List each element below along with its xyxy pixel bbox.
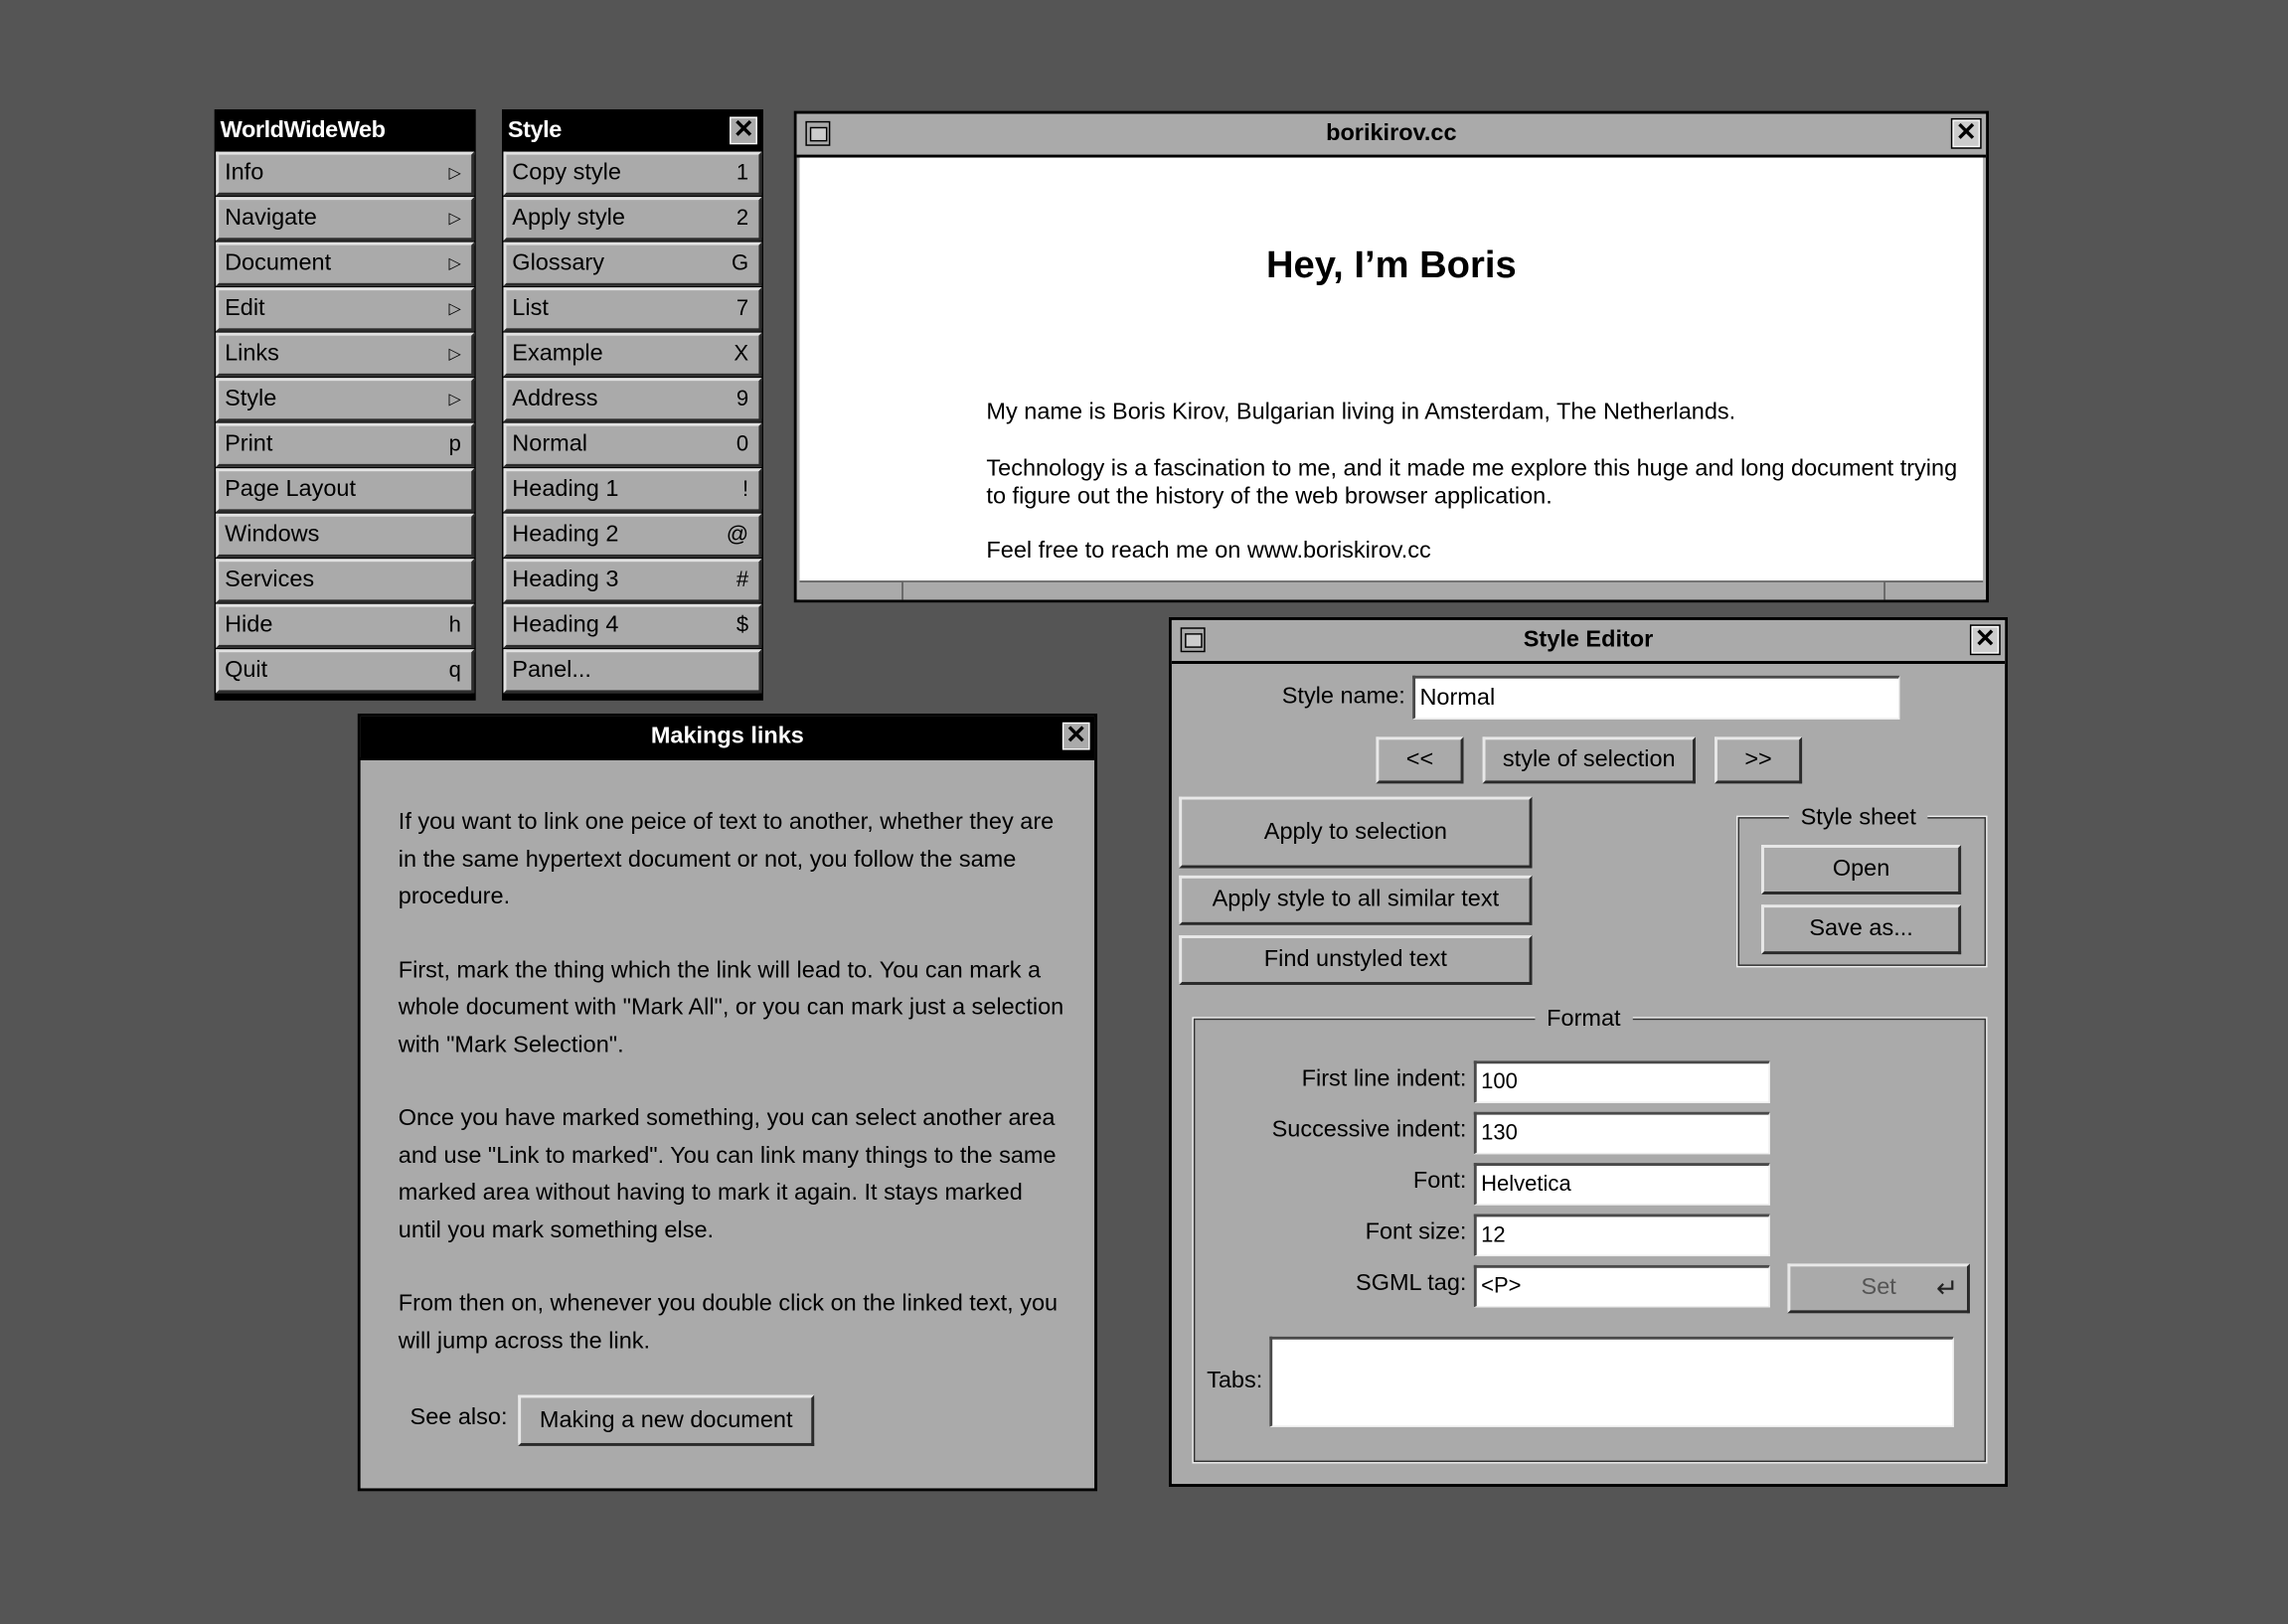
shortcut-key: 2 xyxy=(735,206,749,231)
menu-item-label: Copy style xyxy=(512,160,621,186)
sgml-tag-field[interactable]: <P> xyxy=(1474,1265,1770,1308)
menu-item-label: Heading 1 xyxy=(512,477,619,503)
shortcut-key: q xyxy=(448,658,461,684)
successive-indent-label: Successive indent: xyxy=(1271,1117,1467,1143)
menu-item-label: Page Layout xyxy=(225,477,357,503)
shortcut-key: ! xyxy=(742,477,749,503)
main-menu-item-windows[interactable] xyxy=(216,514,474,558)
style-of-selection-button[interactable]: style of selection xyxy=(1483,736,1696,783)
open-stylesheet-button[interactable]: Open xyxy=(1761,845,1961,894)
see-also-label: See also: xyxy=(409,1404,508,1430)
help-paragraph: If you want to link one peice of text to another, whether they are in the same hypertext document or not, you follow the same procedure. xyxy=(398,809,1055,909)
menu-item-label: Edit xyxy=(225,296,265,321)
menu-item-label: Services xyxy=(225,568,315,593)
format-title: Format xyxy=(1535,1007,1632,1033)
style-menu-item-apply-style[interactable] xyxy=(503,197,761,241)
style-editor-title: Style Editor xyxy=(1523,627,1654,653)
shortcut-key: h xyxy=(448,612,461,638)
submenu-arrow-icon: ▷ xyxy=(448,345,461,364)
menu-item-label: Heading 2 xyxy=(512,522,619,548)
font-size-label: Font size: xyxy=(1365,1219,1467,1245)
style-editor-titlebar xyxy=(1172,620,2005,664)
main-menu-item-style[interactable] xyxy=(216,378,474,421)
menu-item-label: Navigate xyxy=(225,206,317,231)
font-size-field[interactable]: 12 xyxy=(1474,1214,1770,1256)
first-line-indent-label: First line indent: xyxy=(1301,1066,1467,1092)
close-icon[interactable]: ✕ xyxy=(1062,723,1090,750)
menu-item-label: Info xyxy=(225,160,264,186)
find-unstyled-text-button[interactable]: Find unstyled text xyxy=(1179,935,1532,985)
help-body xyxy=(399,804,1063,1360)
close-icon[interactable]: ✕ xyxy=(1971,626,1999,654)
shortcut-key: 0 xyxy=(735,431,749,457)
browser-title: borikirov.cc xyxy=(1326,120,1457,146)
style-name-label: Style name: xyxy=(1281,684,1405,710)
shortcut-key: 7 xyxy=(735,296,749,321)
scroll-knob[interactable] xyxy=(901,582,1884,600)
style-menu-title xyxy=(503,111,761,151)
help-window xyxy=(358,714,1097,1491)
main-menu-item-edit[interactable] xyxy=(216,287,474,331)
tabs-label: Tabs: xyxy=(1207,1369,1263,1394)
first-line-indent-field[interactable]: 100 xyxy=(1474,1060,1770,1103)
shortcut-key: @ xyxy=(726,522,749,548)
main-menu xyxy=(215,109,476,701)
menu-item-label: Panel... xyxy=(512,658,591,684)
shortcut-key: # xyxy=(735,568,749,593)
style-menu-item-panel[interactable] xyxy=(503,649,761,693)
submenu-arrow-icon: ▷ xyxy=(448,164,461,183)
style-menu-item-list[interactable] xyxy=(503,287,761,331)
help-paragraph: First, mark the thing which the link will lead to. You can mark a whole document with "Mark All", or you can mark just a selection with "Mark Selection". xyxy=(398,957,1064,1057)
submenu-arrow-icon: ▷ xyxy=(448,300,461,319)
menu-item-label: Heading 3 xyxy=(512,568,619,593)
help-paragraph: From then on, whenever you double click on the linked text, you will jump across the link. xyxy=(398,1291,1059,1354)
style-menu-item-heading-4[interactable] xyxy=(503,604,761,648)
document-paragraph: My name is Boris Kirov, Bulgarian living in Amsterdam, The Netherlands. xyxy=(986,400,1736,425)
style-menu-item-normal[interactable] xyxy=(503,423,761,467)
successive-indent-field[interactable]: 130 xyxy=(1474,1112,1770,1155)
menu-item-label: Heading 4 xyxy=(512,612,619,638)
style-menu-item-heading-1[interactable] xyxy=(503,468,761,512)
style-menu-item-example[interactable] xyxy=(503,333,761,377)
main-menu-item-print[interactable] xyxy=(216,423,474,467)
main-menu-item-document[interactable] xyxy=(216,243,474,286)
document-paragraph: Technology is a fascination to me, and it made me explore this huge and long document trying to figure out the history of the web browser application. xyxy=(986,456,1958,510)
previous-style-button[interactable]: << xyxy=(1376,736,1463,783)
help-title: Makings links xyxy=(650,724,804,749)
document-area[interactable] xyxy=(800,158,1984,581)
menu-item-label: Apply style xyxy=(512,206,625,231)
making-new-document-button[interactable]: Making a new document xyxy=(518,1395,814,1446)
main-menu-item-info[interactable] xyxy=(216,152,474,196)
sgml-tag-label: SGML tag: xyxy=(1356,1270,1467,1296)
apply-to-all-similar-button[interactable]: Apply style to all similar text xyxy=(1179,876,1532,925)
menu-item-label: Windows xyxy=(225,522,320,548)
menu-item-label: Links xyxy=(225,341,279,367)
menu-item-label: Example xyxy=(512,341,603,367)
tabs-field[interactable] xyxy=(1269,1337,1954,1427)
main-menu-item-links[interactable] xyxy=(216,333,474,377)
miniaturize-icon[interactable] xyxy=(1181,627,1206,652)
style-menu-item-copy-style[interactable] xyxy=(503,152,761,196)
main-menu-item-navigate[interactable] xyxy=(216,197,474,241)
main-menu-item-page-layout[interactable] xyxy=(216,468,474,512)
main-menu-item-hide[interactable] xyxy=(216,604,474,648)
style-menu-item-heading-2[interactable] xyxy=(503,514,761,558)
menu-item-label: Glossary xyxy=(512,250,604,276)
font-field[interactable]: Helvetica xyxy=(1474,1163,1770,1206)
style-name-field[interactable]: Normal xyxy=(1412,676,1899,720)
menu-item-label: List xyxy=(512,296,549,321)
browser-window xyxy=(794,111,1989,603)
main-menu-title: WorldWideWeb xyxy=(216,111,474,151)
close-icon[interactable]: ✕ xyxy=(730,116,757,144)
set-button[interactable] xyxy=(1787,1263,1970,1313)
style-sheet-title: Style sheet xyxy=(1789,805,1928,831)
shortcut-key: $ xyxy=(735,612,749,638)
save-as-stylesheet-button[interactable]: Save as... xyxy=(1761,904,1961,954)
next-style-button[interactable]: >> xyxy=(1715,736,1802,783)
document-heading: Hey, I’m Boris xyxy=(1265,242,1517,286)
help-paragraph: Once you have marked something, you can select another area and use "Link to marked". You can link many things to the same marked area without having to mark it again. It stays marked until you mark something else. xyxy=(398,1105,1057,1243)
shortcut-key: G xyxy=(731,250,749,276)
style-menu-title-text: Style xyxy=(507,117,562,143)
shortcut-key: 9 xyxy=(735,387,749,412)
style-editor-window xyxy=(1169,617,2008,1487)
close-icon[interactable]: ✕ xyxy=(1952,119,1980,147)
menu-item-label: Print xyxy=(225,431,273,457)
submenu-arrow-icon: ▷ xyxy=(448,391,461,409)
document-paragraph: Feel free to reach me on www.boriskirov.cc xyxy=(986,538,1431,564)
style-menu-item-glossary[interactable] xyxy=(503,243,761,286)
browser-titlebar xyxy=(797,114,1987,158)
font-label: Font: xyxy=(1412,1168,1467,1194)
shortcut-key: 1 xyxy=(735,160,749,186)
main-menu-item-quit[interactable] xyxy=(216,649,474,693)
menu-item-label: Quit xyxy=(225,658,268,684)
set-button-label: Set xyxy=(1861,1275,1896,1301)
menu-item-label: Style xyxy=(225,387,277,412)
submenu-arrow-icon: ▷ xyxy=(448,254,461,273)
style-menu-item-heading-3[interactable] xyxy=(503,559,761,602)
menu-item-label: Hide xyxy=(225,612,273,638)
submenu-arrow-icon: ▷ xyxy=(448,210,461,229)
apply-to-selection-button[interactable]: Apply to selection xyxy=(1179,797,1532,869)
shortcut-key: p xyxy=(448,431,461,457)
return-icon: ↵ xyxy=(1936,1273,1959,1304)
help-titlebar xyxy=(361,717,1094,760)
miniaturize-icon[interactable] xyxy=(805,121,830,146)
horizontal-scrollbar[interactable] xyxy=(800,580,1984,599)
menu-item-label: Document xyxy=(225,250,332,276)
style-menu-item-address[interactable] xyxy=(503,378,761,421)
menu-item-label: Normal xyxy=(512,431,588,457)
main-menu-item-services[interactable] xyxy=(216,559,474,602)
style-menu xyxy=(502,109,763,701)
shortcut-key: X xyxy=(734,341,749,367)
menu-item-label: Address xyxy=(512,387,598,412)
